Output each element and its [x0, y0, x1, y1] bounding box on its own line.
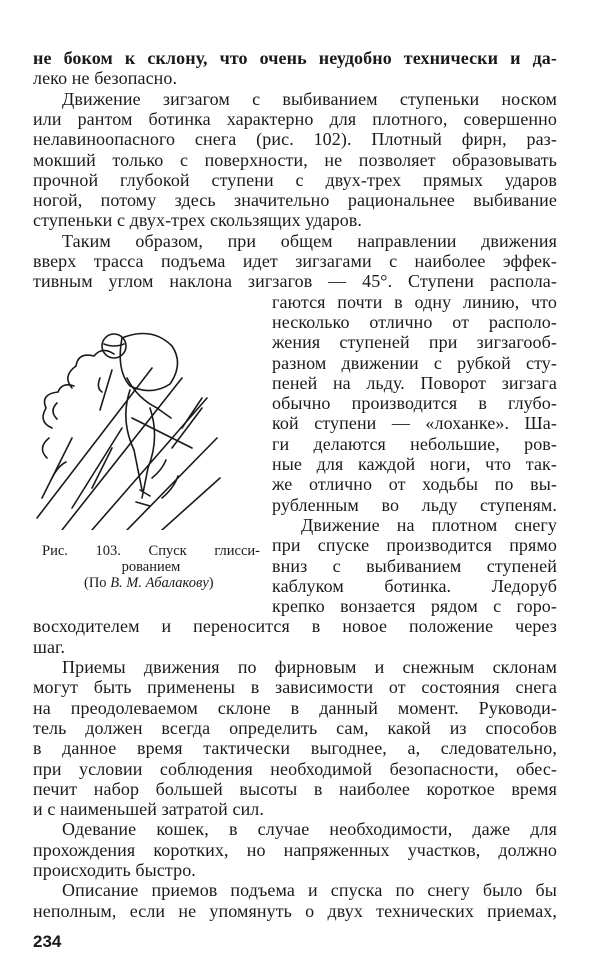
text-line: не боком к склону, что очень неудобно технически и да- [33, 48, 557, 68]
text-line: и с наименьшей затратой сил. [33, 799, 264, 820]
page-number: 234 [33, 932, 62, 951]
text-line: несколько отлично от располо- [272, 311, 557, 332]
caption-author: В. М. Абалакову [110, 575, 209, 591]
text-line: тивным углом наклона зигзагов — 45°. Ступени распола- [33, 271, 557, 292]
text-line: леко не безопасно. [33, 68, 178, 89]
text-line: на преодолеваемом склоне в данный момент. Руководи- [33, 697, 557, 718]
text-line: Движение на плотном снегу [301, 514, 557, 535]
text-line: печит набор большей высоты в наиболее короткое время [33, 778, 557, 799]
text-line: в данное время тактически выгоднее, а, следовательно, [33, 738, 557, 759]
text-line: восходителем и переносится в новое положение через [33, 616, 557, 637]
figure-caption-source [84, 575, 214, 591]
figure-caption-line-2: рованием [121, 559, 181, 575]
text-line: ги делаются небольшие, ров- [272, 433, 557, 454]
text-line: или рантом ботинка характерно для плотного, совершенно [33, 108, 557, 129]
text-line: ногой, потому здесь значительно рациональнее выбивание [33, 190, 557, 211]
text-line: прохождения коротких, но напряженных участков, должно [33, 839, 557, 860]
caption-source-prefix: (По [84, 575, 111, 591]
text-line: вверх трасса подъема идет зигзагами с наиболее эффек- [33, 251, 557, 271]
text-line: пеней на льду. Поворот зигзага [272, 372, 557, 393]
text-line: ные для каждой ноги, что так- [272, 454, 557, 474]
text-line: Движение зигзагом с выбиванием ступеньки носком [62, 88, 557, 109]
text-line: Приемы движения по фирновым и снежным склонам [62, 657, 557, 677]
text-line: разном движении с рубкой сту- [272, 352, 557, 373]
text-line: же отлично от ходьбы по вы- [272, 474, 557, 495]
text-line: Описание приемов подъема и спуска по снегу было бы [62, 880, 557, 901]
text-line: вниз с выбиванием ступеней [272, 555, 557, 576]
text-line: могут быть применены в зависимости от состояния снега [33, 677, 557, 698]
figure-caption-line-1: Рис. 103. Спуск глисси- [42, 543, 260, 559]
caption-source-suffix: ) [208, 575, 214, 591]
text-line: при спуске производится прямо [272, 535, 557, 556]
text-line: каблуком ботинка. Ледоруб [272, 575, 557, 596]
text-line: крепко вонзается рядом с горо- [272, 596, 557, 617]
text-line: Таким образом, при общем направлении движения [62, 230, 557, 251]
text-line: нелавиноопасного снега (рис. 102). Плотный фирн, раз- [33, 129, 557, 150]
text-line: мокший только с поверхности, не позволяет образовывать [33, 149, 557, 170]
text-line: тель должен всегда определить сам, какой из способов [33, 717, 557, 738]
text-line: обычно производится в глубо- [272, 393, 557, 414]
text-line: жения ступеней при зигзагооб- [272, 332, 557, 353]
text-line: происходить быстро. [33, 860, 196, 880]
text-line: прочной глубокой ступени с двух-трех прямых ударов [33, 169, 557, 190]
snow-cloud-shape [42, 350, 114, 458]
figure-glissade-illustration [32, 308, 222, 530]
text-line: рубленным во льду ступеням. [272, 494, 557, 515]
text-line: неполным, если не упомянуть о двух технических приемах, [33, 900, 557, 921]
text-line: гаются почти в одну линию, что [272, 291, 557, 312]
text-line: шаг. [33, 636, 66, 657]
text-line: при условии соблюдения необходимой безопасности, обес- [33, 758, 557, 779]
text-line: кой ступени — «лоханке». Ша- [272, 413, 557, 434]
text-line: Одевание кошек, в случае необходимости, даже для [62, 819, 557, 840]
text-line: ступеньки с двух-трех скользящих ударов. [33, 210, 362, 231]
